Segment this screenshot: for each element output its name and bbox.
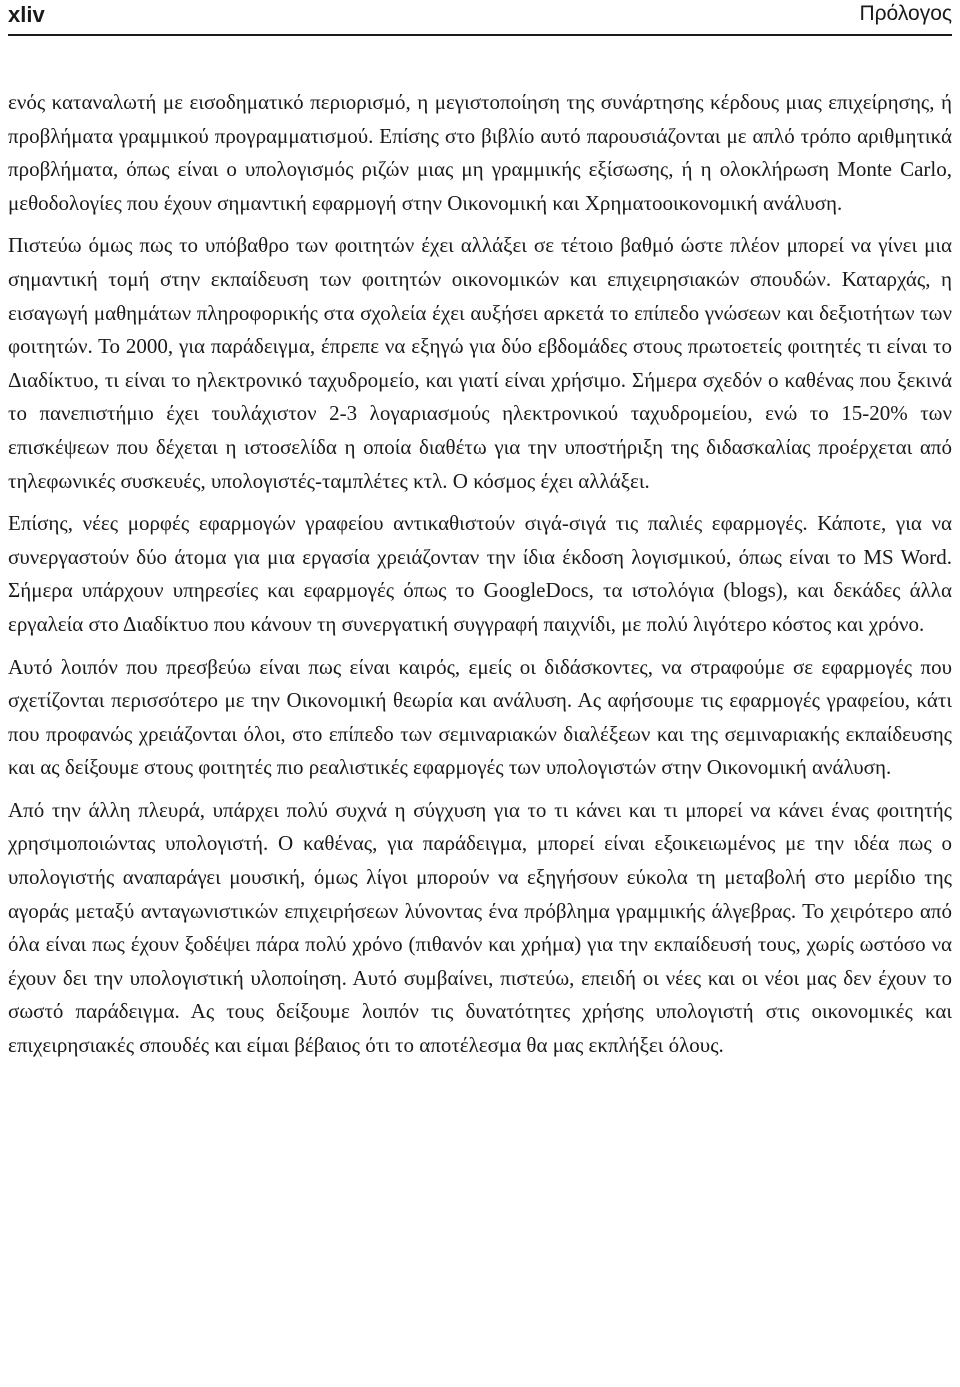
page-number: xliv — [8, 2, 45, 27]
body-text — [8, 86, 952, 1072]
running-head: Πρόλογος — [859, 2, 952, 25]
page-header — [8, 0, 952, 36]
paragraph: Αυτό λοιπόν που πρεσβεύω είναι πως είναι καιρός, εμείς οι διδάσκοντες, να στραφούμε σε εφαρμογές που σχετίζονται περισσότερο με την Οικονομική θεωρία και ανάλυση. Ας αφήσουμε τις εφαρμογές γραφείου, κάτι που προφανώς χρειάζονται όλοι, στο επίπεδο των σεμιναριακών διαλέξεων και της σεμιναριακής εκπαίδευσης και ας δείξουμε στους φοιτητές πιο ρεαλιστικές εφαρμογές των υπολογιστών στην Οικονομική ανάλυση. — [8, 654, 952, 780]
paragraph: Από την άλλη πλευρά, υπάρχει πολύ συχνά η σύγχυση για το τι κάνει και τι μπορεί να κάνει ένας φοιτητής χρησιμοποιώντας υπολογιστή. Ο καθένας, για παράδειγμα, μπορεί είναι εξοικειωμένος με την ιδέα πως ο υπολογιστής αναπαράγει μουσική, όμως λίγοι μπορούν να εξηγήσουν εύκολα τη μεταβολή στο μερίδιο της αγοράς μεταξύ ανταγωνιστικών επιχειρήσεων λύνοντας ένα πρόβλημα γραμμικής άλγεβρας. Το χειρότερο από όλα είναι πως έχουν ξοδέψει πάρα πολύ χρόνο (πιθανόν και χρήμα) για την εκπαίδευσή τους, χωρίς ωστόσο να έχουν δει την υπολογιστική υλοποίηση. Αυτό συμβαίνει, πιστεύω, επειδή οι νέες και οι νέοι μας δεν έχουν το σωστό παράδειγμα. Ας τους δείξουμε λοιπόν τις δυνατότητες χρήσης υπολογιστή στις οικονομικές και επιχειρησιακές σπουδές και είμαι βέβαιος ότι το αποτέλεσμα θα μας εκπλήξει όλους. — [8, 797, 952, 1058]
paragraph: Επίσης, νέες μορφές εφαρμογών γραφείου αντικαθιστούν σιγά-σιγά τις παλιές εφαρμογές. Κάποτε, για να συνεργαστούν δύο άτομα για μια εργασία χρειάζονταν την ίδια έκδοση λογισμικού, όπως είναι το MS Word. Σήμερα υπάρχουν υπηρεσίες και εφαρμογές όπως το GoogleDocs, τα ιστολόγια (blogs), και δεκάδες άλλα εργαλεία στο Διαδίκτυο που κάνουν τη συνεργατική συγγραφή παιχνίδι, με πολύ λιγότερο κόστος και χρόνο. — [8, 511, 952, 636]
paragraph: ενός καταναλωτή με εισοδηματικό περιορισμό, η μεγιστοποίηση της συνάρτησης κέρδους μιας επιχείρησης, ή προβλήματα γραμμικού προγραμματισμού. Επίσης στο βιβλίο αυτό παρουσιάζονται με απλό τρόπο αριθμητικά προβλήματα, όπως είναι ο υπολογισμός ριζών μιας μη γραμμικής εξίσωσης, ή η ολοκλήρωση Monte Carlo, μεθοδολογίες που έχουν σημαντική εφαρμογή στην Οικονομική και Χρηματοοικονομική ανάλυση. — [8, 90, 952, 215]
paragraph: Πιστεύω όμως πως το υπόβαθρο των φοιτητών έχει αλλάξει σε τέτοιο βαθμό ώστε πλέον μπορεί να γίνει μια σημαντική τομή στην εκπαίδευση των φοιτητών οικονομικών και επιχειρησιακών σπουδών. Καταρχάς, η εισαγωγή μαθημάτων πληροφορικής στα σχολεία έχει αυξήσει αρκετά το επίπεδο γνώσεων και δεξιοτήτων των φοιτητών. Το 2000, για παράδειγμα, έπρεπε να εξηγώ για δύο εβδομάδες στους πρωτοετείς φοιτητές τι είναι το Διαδίκτυο, τι είναι το ηλεκτρονικό ταχυδρομείο, και γιατί είναι χρήσιμο. Σήμερα σχεδόν ο καθένας που ξεκινά το πανεπιστήμιο έχει τουλάχιστον 2-3 λογαριασμούς ηλεκτρονικού ταχυδρομείου, ενώ το 15-20% των επισκέψεων που δέχεται η ιστοσελίδα η οποία διαθέτω για την υποστήριξη της διδασκαλίας προέρχεται από τηλεφωνικές συσκευές, υπολογιστές-ταμπλέτες κτλ. Ο κόσμος έχει αλλάξει. — [8, 233, 952, 493]
